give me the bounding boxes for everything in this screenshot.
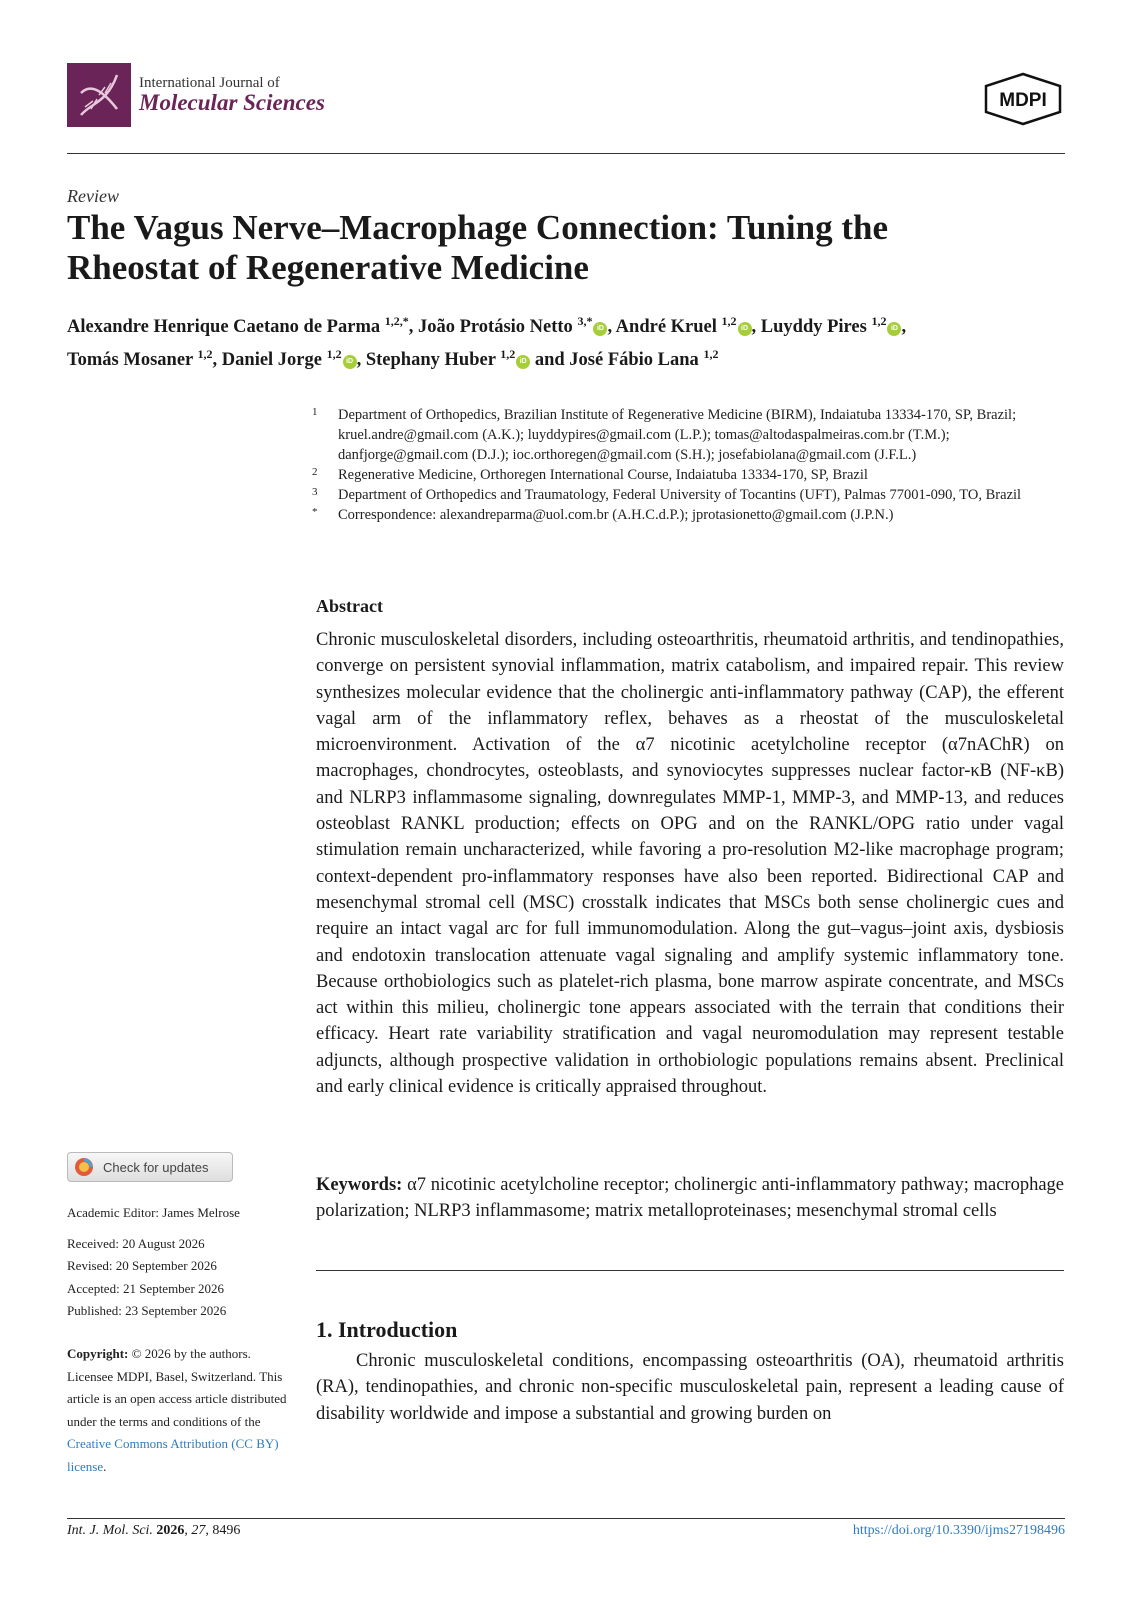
affiliation-number: 1 xyxy=(312,406,318,418)
article-title xyxy=(67,208,1067,288)
author-affiliation-marker: 1,2 xyxy=(197,347,213,362)
introduction-text: Chronic musculoskeletal conditions, encompassing osteoarthritis (OA), rheumatoid arthritis (RA), tendinopathies, and chronic non-specific musculoskeletal pain, represent a leading cause of disability worldwide and impose a substantial and growing burden on xyxy=(316,1351,1064,1424)
author-name: João Protásio Netto xyxy=(417,317,573,338)
author-name: André Kruel xyxy=(615,317,717,338)
author-affiliation-marker: 1,2 xyxy=(703,347,719,362)
author-name: Daniel Jorge xyxy=(221,350,322,371)
title-line-1: The Vagus Nerve–Macrophage Connection: Tuning the xyxy=(67,208,888,247)
footer-year: 2026 xyxy=(156,1523,185,1538)
license-link[interactable]: Creative Commons Attribution (CC BY) license xyxy=(67,1436,279,1474)
orcid-icon[interactable]: iD xyxy=(593,322,607,336)
author-separator: , xyxy=(212,350,222,371)
author-affiliation-marker: 1,2 xyxy=(500,347,516,362)
author-separator: , xyxy=(356,350,366,371)
author-affiliation-marker: 1,2,* xyxy=(384,314,409,328)
title-line-2: Rheostat of Regenerative Medicine xyxy=(67,248,589,287)
footer-article-number: 8496 xyxy=(212,1523,241,1538)
article-type: Review xyxy=(67,186,119,206)
journal-abbrev: Int. J. Mol. Sci. xyxy=(67,1523,153,1538)
affiliation-text: Regenerative Medicine, Orthoregen International Course, Indaiatuba 13334-170, SP, Brazil xyxy=(338,467,868,483)
copyright-text: © 2026 by the authors. Licensee MDPI, Basel, Switzerland. This article is an open access article distributed under the terms and conditions of the xyxy=(67,1346,287,1429)
journal-name-line2: Molecular Sciences xyxy=(139,90,325,115)
doi-link[interactable]: https://doi.org/10.3390/ijms27198496 xyxy=(852,1523,1065,1538)
affiliation-item xyxy=(312,405,1072,465)
abstract-text: Chronic musculoskeletal disorders, including osteoarthritis, rheumatoid arthritis, and tendinopathies, converge on persistent synovial inflammation, matrix catabolism, and impaired repair. This review synthesizes molecular evidence that the cholinergic anti-inflammatory pathway (CAP), the efferent vagal arm of the inflammatory reflex, behaves as a rheostat of the musculoskeletal microenvironment. Activation of the α7 nicotinic acetylcholine receptor (α7nAChR) on macrophages, chondrocytes, osteoblasts, and synoviocytes suppresses nuclear factor-κB (NF-κB) and NLRP3 inflammasome signaling, downregulates MMP-1, MMP-3, and MMP-13, and reduces osteoblast RANKL production; effects on OPG and on the RANKL/OPG ratio under vagal stimulation remain uncharacterized, while favoring a pro-resolution M2-like macrophage program; context-dependent pro-inflammatory responses have also been reported. Bidirectional CAP and mesenchymal stromal cell (MSC) crosstalk indicates that MSCs both sense cholinergic cues and require an intact vagal arc for full immunomodulation. Along the gut–vagus–joint axis, dysbiosis and endotoxin translocation attenuate vagal signaling and amplify systemic inflammatory tone. Because orthobiologics such as platelet-rich plasma, bone marrow aspirate concentrate, and MSCs act within this milieu, cholinergic tone appears associated with the terrain that conditions their efficacy. Heart rate variability stratification and vagal neuromodulation may represent testable adjuncts, although prospective validation in orthobiologic populations remains absent. Preclinical and early clinical evidence is critically appraised throughout. xyxy=(316,630,1064,1098)
affiliation-item xyxy=(312,505,1072,525)
orcid-icon[interactable]: iD xyxy=(887,322,901,336)
check-updates-icon xyxy=(74,1157,94,1177)
keywords-divider xyxy=(316,1270,1064,1271)
author-name: Stephany Huber xyxy=(365,350,496,371)
affiliation-text: Department of Orthopedics and Traumatology, Federal University of Tocantins (UFT), Palmas 77001-090, TO, Brazil xyxy=(338,487,1022,503)
copyright-end: . xyxy=(103,1458,107,1474)
academic-editor: Academic Editor: James Melrose xyxy=(67,1205,240,1220)
author-list xyxy=(67,308,1067,374)
author-name: Luyddy Pires xyxy=(760,317,867,338)
mdpi-logo-icon xyxy=(980,72,1066,126)
keywords-text: α7 nicotinic acetylcholine receptor; cholinergic anti-inflammatory pathway; macrophage polarization; NLRP3 inflammasome; matrix metalloproteinases; mesenchymal stromal cells xyxy=(316,1175,1064,1221)
copyright-label: Copyright: xyxy=(67,1346,129,1361)
copyright-notice xyxy=(67,1343,292,1478)
author-affiliation-marker: 1,2 xyxy=(721,314,737,328)
journal-logo xyxy=(67,63,131,127)
section-heading-introduction: 1. Introduction xyxy=(316,1317,458,1342)
affiliation-item xyxy=(312,465,1072,485)
affiliation-text: Correspondence: alexandreparma@uol.com.br (A.H.C.d.P.); jprotasionetto@gmail.com (J.P.N.) xyxy=(338,507,894,523)
orcid-icon[interactable]: iD xyxy=(343,355,357,369)
author-name: Tomás Mosaner xyxy=(67,350,193,371)
author-affiliation-marker: 1,2 xyxy=(871,314,887,328)
footer-divider xyxy=(67,1518,1065,1519)
published-date: Published: 23 September 2026 xyxy=(67,1303,227,1318)
publication-history xyxy=(67,1202,292,1323)
footer-volume: 27 xyxy=(191,1523,206,1538)
check-for-updates-button[interactable] xyxy=(67,1152,233,1182)
received-date: Received: 20 August 2026 xyxy=(67,1235,205,1251)
affiliation-number: 3 xyxy=(312,486,318,498)
orcid-icon[interactable]: iD xyxy=(738,322,752,336)
header-divider xyxy=(67,153,1065,154)
author-separator: , xyxy=(408,317,418,338)
affiliation-number: * xyxy=(312,506,318,518)
dna-helix-logo-icon xyxy=(67,63,131,127)
author-affiliation-marker: 3,* xyxy=(577,314,593,328)
abstract-heading: Abstract xyxy=(316,596,383,616)
orcid-icon[interactable]: iD xyxy=(516,355,530,369)
author-separator: , xyxy=(901,317,907,338)
affiliations xyxy=(312,405,1072,525)
journal-name-line1: International Journal of xyxy=(139,75,280,91)
keywords xyxy=(316,1172,1064,1224)
affiliation-item xyxy=(312,485,1072,505)
author-separator: , xyxy=(751,317,761,338)
check-for-updates-label: Check for updates xyxy=(103,1159,209,1175)
author-name: and José Fábio Lana xyxy=(534,350,699,371)
accepted-date: Accepted: 21 September 2026 xyxy=(67,1280,225,1296)
author-separator: , xyxy=(607,317,616,338)
revised-date: Revised: 20 September 2026 xyxy=(67,1258,217,1273)
affiliation-number: 2 xyxy=(312,466,318,478)
citation-footer: Int. J. Mol. Sci. 2026, 27, 8496 xyxy=(67,1523,241,1538)
author-name: Alexandre Henrique Caetano de Parma xyxy=(67,317,381,338)
svg-text:MDPI: MDPI xyxy=(999,90,1047,111)
affiliation-text: Department of Orthopedics, Brazilian Institute of Regenerative Medicine (BIRM), Indaiatuba 13334-170, SP, Brazil; kruel.andre@gmail.com (A.K.); luyddypires@gmail.com (L.P.); tomas@altodaspalmeiras.com.br (T.M.); danfjorge@gmail.com (D.J.); ioc.orthoregen@gmail.com (S.H.); josefabiolana@gmail.com (J.F.L.) xyxy=(338,407,1017,463)
keywords-label: Keywords: xyxy=(316,1175,403,1195)
author-affiliation-marker: 1,2 xyxy=(326,347,342,362)
